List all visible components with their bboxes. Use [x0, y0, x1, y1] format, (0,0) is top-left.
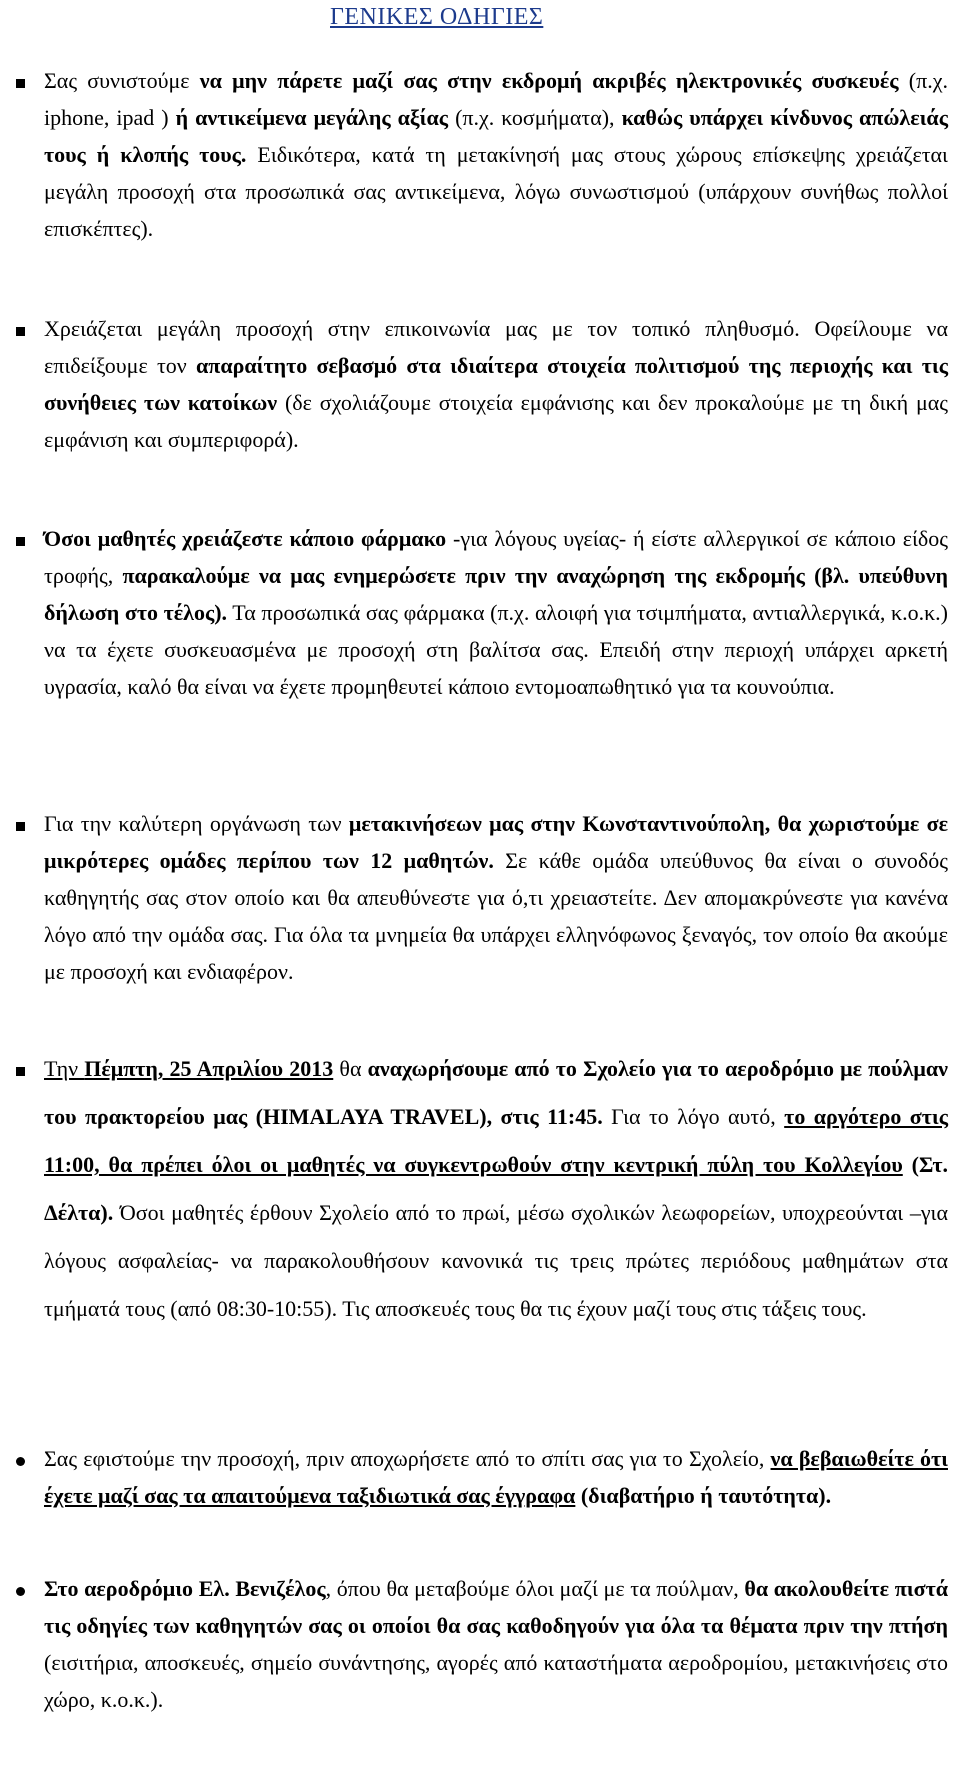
underlined-bold-text: το αργότερο στις 11:00, θα πρέπει όλοι οι μαθητές να συγκεντρωθούν στην κεντρική πύλη του Κολλεγίου — [44, 1104, 948, 1177]
text: (εισιτήρια, αποσκευές, σημείο συνάντησης, αγορές από καταστήματα αεροδρομίου, μετακινήσεις στο χώρο, κ.ο.κ.). — [44, 1650, 948, 1712]
text: (π.χ. κοσμήματα), — [448, 105, 622, 130]
bold-text: απαραίτητο σεβασμό στα ιδιαίτερα στοιχεία πολιτισμού της περιοχής και τις συνήθειες των κατοίκων — [44, 353, 948, 415]
square-bullet-icon — [10, 62, 30, 99]
bold-text: θα ακολουθείτε πιστά τις οδηγίες των καθηγητών σας οι οποίοι θα σας καθοδηγούν για όλα τα θέματα πριν την πτήση — [44, 1576, 948, 1638]
text: Όσοι μαθητές έρθουν Σχολείο από το πρωί, μέσω σχολικών λεωφορείων, υποχρεούνται –για λόγους ασφαλείας- να παρακολουθήσουν κανονικά τις τρεις πρώτες περιόδους μαθημάτων στα τμήματά τους (από 08:30-10:55). Τις αποσκευές τους θα τις έχουν μαζί τους στις τάξεις τους. — [44, 1200, 948, 1321]
bold-text: αναχωρήσουμε από το Σχολείο για το αεροδρόμιο με πούλμαν του πρακτορείου μας (HIMALAYA TRAVEL), στις 11:45. — [44, 1056, 948, 1129]
list-item-airport — [44, 1570, 948, 1718]
list-item-medication — [44, 520, 948, 705]
page-title: ΓΕΝΙΚΕΣ ΟΔΗΓΙΕΣ — [330, 4, 544, 30]
text: -για λόγους υγείας- ή είστε αλλεργικοί σε κάποιο είδος τροφής, — [44, 526, 948, 588]
text: (δε σχολιάζουμε στοιχεία εμφάνισης και δεν προκαλούμε με τη δική μας εμφάνιση και συμπεριφορά). — [44, 390, 948, 452]
text: , όπου θα μεταβούμε όλοι μαζί με τα πούλμαν, — [325, 1576, 745, 1601]
underlined-text: Την — [44, 1056, 85, 1081]
list-item-documents — [44, 1440, 948, 1514]
text: Χρειάζεται μεγάλη προσοχή στην επικοινωνία μας με τον τοπικό πληθυσμό. Οφείλουμε να επιδείξουμε τον — [44, 316, 948, 378]
bold-text: (Στ. Δέλτα). — [44, 1152, 948, 1225]
underlined-bold-text: Πέμπτη, 25 Απριλίου 2013 — [84, 1056, 334, 1081]
list-item-local-population — [44, 310, 948, 458]
text: Για το λόγο αυτό, — [602, 1104, 785, 1129]
text: Σε κάθε ομάδα υπεύθυνος θα είναι ο συνοδός καθηγητής σας στον οποίο και θα απευθύνεστε για ό,τι χρειαστείτε. Δεν απομακρύνεστε για κανένα λόγο από την ομάδα σας. Για όλα τα μνημεία θα υπάρχει ελληνόφωνος ξεναγός, τον οποίο θα ακούμε με προσοχή και ενδιαφέρον. — [44, 848, 948, 984]
text: Για την καλύτερη οργάνωση των — [44, 811, 349, 836]
page-title-wrap — [0, 4, 960, 31]
bold-text: παρακαλούμε να μας ενημερώσετε πριν την αναχώρηση της εκδρομής (βλ. υπεύθυνη δήλωση στο τέλος). — [44, 563, 949, 625]
text: Ειδικότερα, κατά τη μετακίνησή μας στους χώρους επίσκεψης χρειάζεται μεγάλη προσοχή στα προσωπικά σας αντικείμενα, λόγω συνωστισμού (υπάρχουν συνήθως πολλοί επισκέπτες). — [44, 142, 948, 241]
square-bullet-icon — [10, 1045, 30, 1093]
bold-text: μετακινήσεων μας στην Κωνσταντινούπολη, θα χωριστούμε σε μικρότερες ομάδες περίπου των 12 μαθητών. — [44, 811, 948, 873]
round-bullet-icon — [10, 1440, 30, 1477]
bold-text: (διαβατήριο ή ταυτότητα). — [575, 1483, 832, 1508]
square-bullet-icon — [10, 805, 30, 842]
list-item-groups — [44, 805, 948, 990]
list-item-valuables — [44, 62, 948, 247]
round-bullet-icon — [10, 1570, 30, 1607]
text: θα — [333, 1056, 368, 1081]
text: Σας εφιστούμε την προσοχή, πριν αποχωρήσετε από το σπίτι σας για το Σχολείο, — [44, 1446, 771, 1471]
bold-text: να μην πάρετε μαζί σας στην εκδρομή ακριβές ηλεκτρονικές συσκευές — [199, 68, 899, 93]
text: Τα προσωπικά σας φάρμακα (π.χ. αλοιφή για τσιμπήματα, αντιαλλεργικά, κ.ο.κ.) να τα έχετε συσκευασμένα με προσοχή στη βαλίτσα σας. Επειδή στην περιοχή υπάρχει αρκετή υγρασία, καλό θα είναι να έχετε προμηθευτεί κάποιο εντομοαπωθητικό για τα κουνούπια. — [44, 600, 948, 699]
bold-text: ή αντικείμενα μεγάλης αξίας — [175, 105, 449, 130]
underlined-bold-text: να βεβαιωθείτε ότι έχετε μαζί σας τα απαιτούμενα ταξιδιωτικά σας έγγραφα — [44, 1446, 948, 1508]
text: Σας συνιστούμε — [44, 68, 200, 93]
square-bullet-icon — [10, 520, 30, 557]
list-item-departure — [44, 1045, 948, 1333]
text: (π.χ. iphone, ipad ) — [44, 68, 948, 130]
square-bullet-icon — [10, 310, 30, 347]
bold-text: καθώς υπάρχει κίνδυνος απώλειάς τους ή κλοπής τους. — [44, 105, 948, 167]
bold-text: Στο αεροδρόμιο Ελ. Βενιζέλος — [44, 1576, 326, 1601]
bold-text: Όσοι μαθητές χρειάζεστε κάποιο φάρμακο — [44, 526, 447, 551]
